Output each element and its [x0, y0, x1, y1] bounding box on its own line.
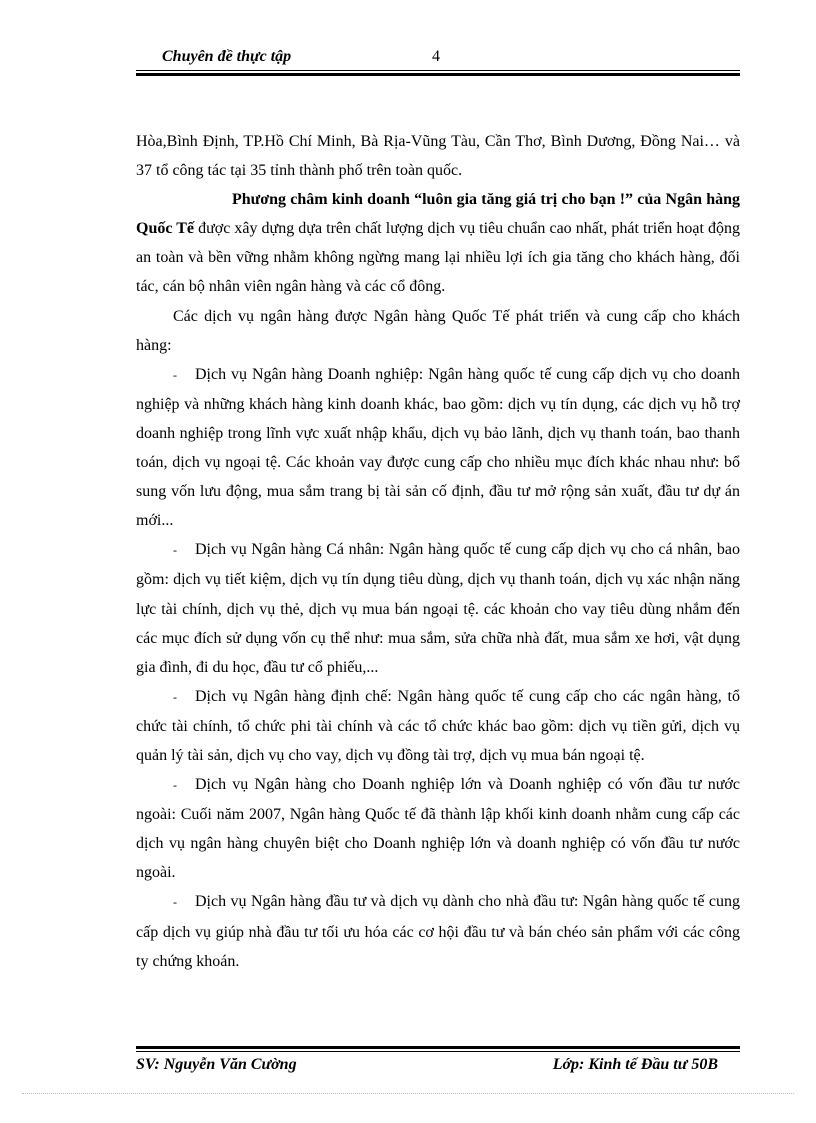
- header-rule-thick: [136, 73, 740, 76]
- service-item-personal: [136, 535, 740, 681]
- bullet-mark: -: [173, 543, 177, 558]
- motto-rest-text: được xây dựng dựa trên chất lượng dịch vụ tiêu chuẩn cao nhất, phát triển hoạt động an toàn và bền vững nhằm không ngừng mang lại nhiều lợi ích gia tăng cho khách hàng, đối tác, cán bộ nhân viên ngân hàng và các cổ đông.: [136, 220, 740, 296]
- service-text: Dịch vụ Ngân hàng cho Doanh nghiệp lớn và Doanh nghiệp có vốn đầu tư nước ngoài: Cuối năm 2007, Ngân hàng Quốc tế đã thành lập khối kinh doanh nhằm cung cấp các dịch vụ ngân hàng chuyên biệt cho Doanh nghiệp lớn và doanh nghiệp có vốn đầu tư nước ngoài.: [136, 776, 740, 882]
- bullet-mark: -: [173, 689, 177, 704]
- class-name: Lớp: Kinh tế Đầu tư 50B: [552, 1056, 718, 1073]
- service-item-investment: [136, 887, 740, 975]
- document-body: [136, 127, 740, 976]
- student-name: SV: Nguyễn Văn Cường: [136, 1056, 297, 1073]
- bullet-mark: -: [173, 895, 177, 910]
- motto-bold-text: Phương châm kinh doanh “luôn gia tăng giá trị cho bạn !” của Ngân hàng Quốc Tế: [136, 191, 740, 238]
- service-item-institutional: [136, 682, 740, 770]
- bullet-mark: -: [173, 778, 177, 793]
- header-title: Chuyên đề thực tập: [162, 48, 292, 65]
- page-header: [136, 46, 740, 76]
- continuation-paragraph: Hòa,Bình Định, TP.Hồ Chí Minh, Bà Rịa-Vũng Tàu, Cần Thơ, Bình Dương, Đồng Nai… và 37 tổ công tác tại 35 tỉnh thành phố trên toàn quốc.: [136, 133, 740, 180]
- page-footer: [136, 1046, 740, 1078]
- services-intro-paragraph: Các dịch vụ ngân hàng được Ngân hàng Quốc Tế phát triển và cung cấp cho khách hàng:: [136, 307, 740, 354]
- service-text: Dịch vụ Ngân hàng Cá nhân: Ngân hàng quốc tế cung cấp dịch vụ cho cá nhân, bao gồm: dịch vụ tiết kiệm, dịch vụ tín dụng tiêu dùng, dịch vụ thanh toán, dịch vụ xác nhận năng lực tài chính, dịch vụ thẻ, dịch vụ mua bán ngoại tệ. các khoản cho vay tiêu dùng nhắm đến các mục đích sử dụng vốn cụ thể như: mua sắm, sửa chữa nhà đất, mua sắm xe hơi, vật dụng gia đình, đi du học, đầu tư cổ phiếu,...: [136, 541, 740, 676]
- footer-rule-thin: [136, 1051, 740, 1052]
- service-text: Dịch vụ Ngân hàng đầu tư và dịch vụ dành cho nhà đầu tư: Ngân hàng quốc tế cung cấp dịch vụ giúp nhà đầu tư tối ưu hóa các cơ hội đầu tư và bán chéo sản phẩm với các công ty chứng khoán.: [136, 893, 740, 970]
- page-number: 4: [432, 48, 440, 65]
- service-item-corporate: [136, 360, 740, 536]
- page-edge-divider: [22, 1093, 794, 1094]
- footer-rule-thick: [136, 1046, 740, 1049]
- motto-paragraph: [136, 185, 740, 301]
- service-item-large-enterprise: [136, 770, 740, 887]
- service-text: Dịch vụ Ngân hàng Doanh nghiệp: Ngân hàng quốc tế cung cấp dịch vụ cho doanh nghiệp và những khách hàng kinh doanh khác, bao gồm: dịch vụ tín dụng, các dịch vụ hỗ trợ doanh nghiệp trong lĩnh vực xuất nhập khẩu, dịch vụ bảo lãnh, dịch vụ thanh toán, bao thanh toán, dịch vụ ngoại tệ. Các khoản vay được cung cấp cho nhiều mục đích khác nhau như: bổ sung vốn lưu động, mua sắm trang bị tài sản cố định, đầu tư mở rộng sản xuất, đầu tư dự án mới...: [136, 365, 740, 530]
- header-rule-thin: [136, 70, 740, 71]
- bullet-mark: -: [173, 367, 177, 382]
- service-text: Dịch vụ Ngân hàng định chế: Ngân hàng quốc tế cung cấp cho các ngân hàng, tổ chức tài chính, tổ chức phi tài chính và các tổ chức khác bao gồm: dịch vụ tiền gửi, dịch vụ quản lý tài sản, dịch vụ cho vay, dịch vụ đồng tài trợ, dịch vụ mua bán ngoại tệ.: [136, 687, 740, 764]
